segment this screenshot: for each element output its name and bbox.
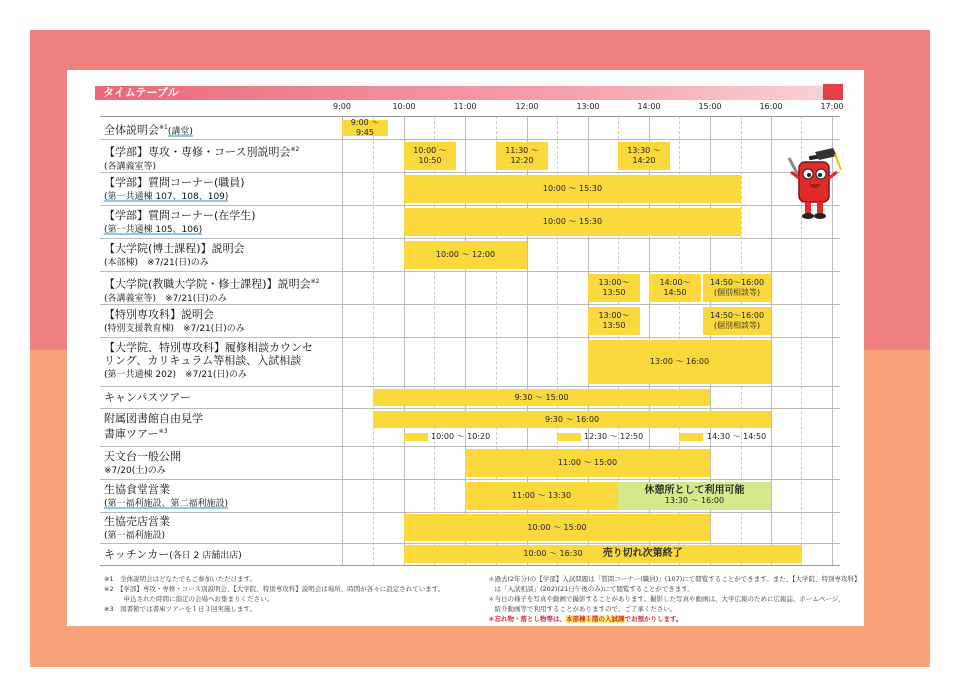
time-bar: 10:00 〜 10:50 [404, 142, 456, 170]
time-bar: 11:30 〜 12:20 [496, 142, 548, 170]
row-sup: ※1 [159, 124, 168, 131]
row-label-kitchen-car [104, 548, 242, 563]
time-bar: 14:00〜14:50 [649, 274, 701, 302]
row-note: (講堂) [167, 126, 193, 137]
hour-label: 10:00 [392, 102, 416, 111]
grid-row-line [100, 479, 840, 480]
tour-mini-bar [679, 433, 703, 441]
grid-row-line [100, 139, 840, 140]
section-title: タイムテーブル [103, 86, 179, 99]
row-label-graduate-briefing [104, 275, 319, 306]
bar-note: 売り切れ次第終了 [602, 548, 683, 559]
bar-time: 14:50〜16:00 [709, 311, 765, 320]
row-sup: ※2 [290, 146, 300, 153]
grid-row-line [100, 116, 840, 117]
row-sub: (第一共通棟 202) ※7/21(日)のみ [104, 370, 247, 380]
row-name: 【特別専攻科】説明会 [104, 308, 214, 321]
row-label-faculty-course-briefing [104, 143, 299, 174]
row-name-line: 書庫ツアー [104, 427, 159, 441]
row-label-cafeteria [104, 483, 228, 511]
bar-time: 13:30 〜 16:00 [664, 496, 725, 505]
grid-row-line [100, 238, 840, 239]
note-line: 紹介動画等で利用することがありますので、ご了承ください。 [488, 605, 677, 613]
row-name: 生協食堂営業 [104, 483, 170, 496]
row-sup: ※2 [310, 278, 320, 285]
grid-row-line [100, 408, 840, 409]
title-corner-block [823, 84, 843, 100]
time-bar: 10:00 〜 15:00 [404, 514, 710, 541]
row-sub: (第一共通棟 107、108、109) [104, 192, 229, 202]
row-label-special-course-briefing [104, 308, 245, 336]
row-label-campus-tour [104, 391, 191, 404]
tour-time: 14:30 〜 14:50 [707, 432, 767, 441]
row-sub: ※7/20(土)のみ [104, 466, 166, 476]
row-label-doctoral-briefing [104, 242, 245, 270]
tour-time: 10:00 〜 10:20 [431, 432, 491, 441]
row-label-faculty-qa-staff [104, 176, 245, 204]
row-name: 生協売店営業 [104, 515, 170, 528]
grid-row-line [100, 386, 840, 387]
row-label-general-briefing [104, 121, 193, 139]
note-line: ※1 全体説明会はどなたでもご参加いただけます。 [104, 575, 257, 583]
hour-label: 9:00 [333, 102, 351, 111]
row-name: 【大学院(博士課程)】説明会 [104, 242, 245, 255]
hour-label: 13:00 [576, 102, 600, 111]
row-name-line: 附属図書館自由見学 [104, 412, 203, 425]
bar-note: 休憩所として利用可能 [644, 485, 745, 496]
row-name: 天文台一般公開 [104, 450, 181, 463]
time-bar: 10:00 〜 15:30 [404, 175, 741, 203]
lost-prefix: ＊忘れ物・落とし物等は、 [488, 615, 566, 623]
lost-suffix: でお預かりします。 [624, 615, 683, 623]
note-line: ＊過去(2年分)の【学部】入試問題は「質問コーナー(職員)」(107)にて閲覧することができます。また、【大学院、特別専攻科】 [488, 575, 861, 583]
row-name: 【学部】専攻・専修・コース別説明会 [104, 145, 291, 159]
row-name: キッチンカー [104, 548, 170, 561]
mascot-illustration [775, 148, 855, 228]
row-name: 【学部】質問コーナー(職員) [104, 176, 245, 189]
row-sup: ※3 [158, 428, 168, 435]
note-line: ＊当日の様子を写真や動画で撮影することがあります。撮影した写真や動画は、大学広報のために広報誌、ホームページ、 [488, 595, 845, 603]
grid-hour-line [342, 116, 343, 565]
tour-mini-bar [557, 433, 581, 441]
grid-row-line [100, 337, 840, 338]
tour-mini-bar [404, 433, 428, 441]
time-bar: 9:30 〜 15:00 [373, 389, 710, 406]
note-line: は「入試相談」(202)(21日午後のみ)にて閲覧することができます。 [488, 585, 694, 593]
row-sub: (第一福利施設) [104, 531, 166, 541]
grid-row-line [100, 512, 840, 513]
grid-row-line [100, 205, 840, 206]
kitchen-car-bar [404, 545, 802, 563]
time-bar: 13:00 〜 16:00 [588, 340, 771, 384]
notes-right [488, 574, 860, 624]
row-name-line: リング、カリキュラム等相談、入試相談 [104, 354, 302, 367]
time-bar: 11:00 〜 13:30 [465, 482, 618, 510]
row-sub: (第一共通棟 105、106) [104, 225, 203, 235]
time-bar: 13:30 〜 14:20 [618, 142, 670, 170]
row-label-counseling [104, 341, 313, 382]
note-line: ※3 図書館では書庫ツアーを１日３回実施します。 [104, 605, 256, 613]
row-sub: (本部棟) ※7/21(日)のみ [104, 258, 209, 268]
tour-time: 12:30 〜 12:50 [584, 432, 644, 441]
row-sub: (各講義室等) ※7/21(日)のみ [104, 293, 227, 304]
grid-row-line [100, 446, 840, 447]
bar-note: (個別相談等) [713, 321, 761, 330]
bar-time: 14:50〜16:00 [709, 278, 765, 287]
row-sub: (各日 2 店舗出店) [169, 551, 242, 561]
row-name: キャンパスツアー [104, 391, 191, 404]
row-label-store [104, 515, 170, 543]
time-bar: 11:00 〜 15:00 [465, 449, 710, 477]
bar-note: (個別相談等) [713, 288, 761, 297]
time-bar: 9:00 〜 9:45 [342, 120, 388, 136]
hour-label: 14:00 [637, 102, 661, 111]
row-label-library [104, 412, 203, 441]
note-line: 申込された時間に指定の会場へお集まりください。 [104, 595, 273, 603]
note-line: ※2 【学部】専攻・専修・コース別説明会、【大学院、特別専攻科】説明会は場所、時間が各々に設定されています。 [104, 585, 445, 593]
lost-highlight: 本部棟１階の入試課 [566, 615, 625, 623]
rest-area-bar [618, 482, 771, 510]
hour-label: 11:00 [453, 102, 477, 111]
time-bar: 9:30 〜 16:00 [373, 411, 771, 428]
grid-row-line [100, 565, 840, 566]
row-label-faculty-qa-students [104, 209, 256, 237]
row-name: 【大学院(教職大学院・修士課程)】説明会 [104, 277, 311, 291]
row-label-observatory [104, 450, 181, 478]
hour-label: 12:00 [515, 102, 539, 111]
grid-row-line [100, 271, 840, 272]
time-bar: 13:00〜13:50 [588, 274, 640, 302]
hour-label: 15:00 [698, 102, 722, 111]
lost-found-note [488, 614, 860, 624]
time-bar: 13:00〜13:50 [588, 307, 640, 335]
row-sub: (各講義室等) [104, 161, 157, 172]
hour-label: 17:00 [820, 102, 844, 111]
bar-time: 10:00 〜 16:30 [523, 549, 583, 558]
grid-row-line [100, 543, 840, 544]
row-name-line: 【大学院、特別専攻科】履修相談カウンセ [104, 341, 313, 354]
grid-hour-line [771, 116, 772, 565]
time-bar: 10:00 〜 15:30 [404, 208, 741, 236]
time-bar [703, 307, 771, 335]
hour-label: 16:00 [759, 102, 783, 111]
row-sub: (第一福利施設、第二福利施設) [104, 499, 229, 509]
notes-left [104, 574, 484, 614]
row-name: 全体説明会 [104, 123, 159, 137]
time-bar [703, 274, 771, 302]
section-title-bar [95, 86, 833, 100]
row-name: 【学部】質問コーナー(在学生) [104, 209, 256, 222]
row-sub: (特別支援教育棟) ※7/21(日)のみ [104, 324, 245, 334]
grid-half-line [373, 116, 374, 565]
time-bar: 10:00 〜 12:00 [404, 241, 527, 269]
